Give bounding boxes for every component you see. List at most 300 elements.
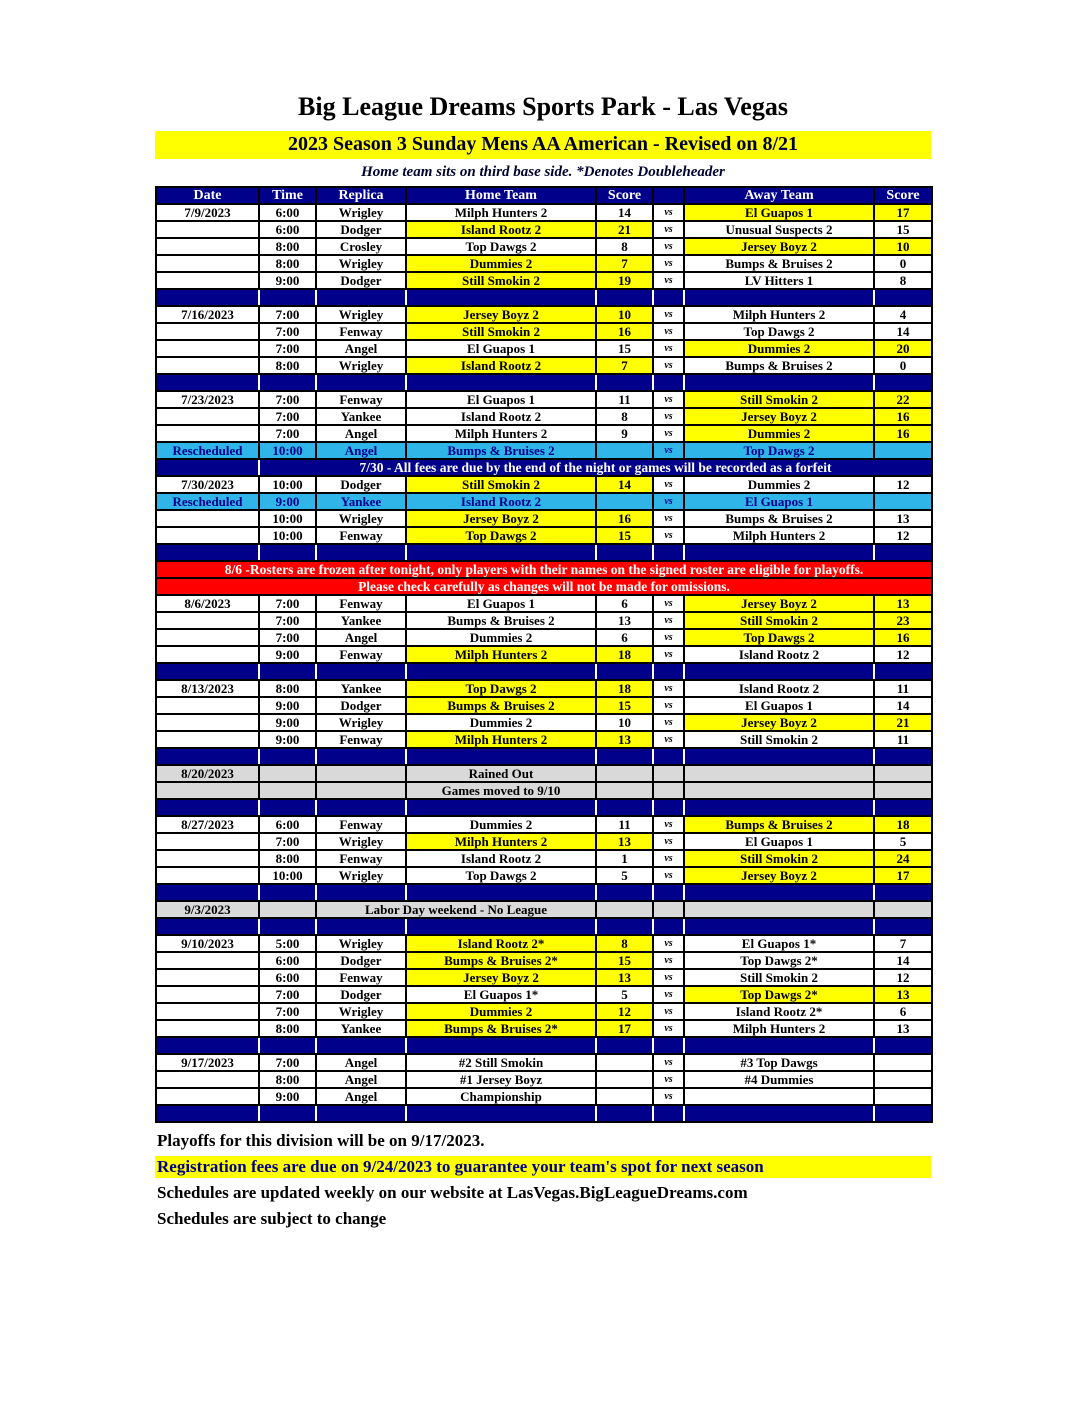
cell-home-team: Milph Hunters 2	[406, 833, 596, 850]
cell-replica: Wrigley	[316, 935, 406, 952]
cell-time: 9:00	[259, 1088, 316, 1105]
separator-cell	[259, 289, 316, 306]
cell-date	[156, 952, 259, 969]
separator-row	[156, 799, 932, 816]
cell-away-score	[874, 1071, 932, 1088]
notice-text: 8/6 -Rosters are frozen after tonight, only players with their names on the signed roster are eligible for playoffs.	[156, 561, 932, 578]
cell-date	[156, 714, 259, 731]
cell-time: 8:00	[259, 850, 316, 867]
cell-home-team: Island Rootz 2	[406, 850, 596, 867]
cell-date: 7/9/2023	[156, 204, 259, 221]
cell-date	[156, 782, 259, 799]
cell-away-score: 16	[874, 408, 932, 425]
separator-cell	[684, 799, 874, 816]
cell-home-team: Still Smokin 2	[406, 272, 596, 289]
cell-vs: vs	[653, 612, 684, 629]
cell-vs: vs	[653, 833, 684, 850]
game-row	[156, 357, 932, 374]
cell-home-team: Dummies 2	[406, 816, 596, 833]
cell-vs: vs	[653, 1003, 684, 1020]
separator-cell	[156, 1105, 259, 1122]
column-header: Time	[259, 187, 316, 204]
cell-replica: Yankee	[316, 680, 406, 697]
cell-away-score: 13	[874, 595, 932, 612]
cell-vs: vs	[653, 680, 684, 697]
cell-vs: vs	[653, 238, 684, 255]
cell-home-score	[596, 901, 653, 918]
cell-away-team: Top Dawgs 2	[684, 629, 874, 646]
cell-date: Rescheduled	[156, 493, 259, 510]
game-row	[156, 1088, 932, 1105]
cell-home-score	[596, 493, 653, 510]
cell-away-score: 0	[874, 255, 932, 272]
cell-time: 7:00	[259, 425, 316, 442]
separator-cell	[874, 663, 932, 680]
separator-cell	[684, 374, 874, 391]
cell-home-team: Bumps & Bruises 2	[406, 697, 596, 714]
cell-home-score: 11	[596, 391, 653, 408]
game-row	[156, 986, 932, 1003]
separator-cell	[596, 1037, 653, 1054]
cell-date	[156, 629, 259, 646]
cell-replica: Dodger	[316, 272, 406, 289]
cell-away-score: 12	[874, 969, 932, 986]
cell-vs: vs	[653, 221, 684, 238]
column-header: Replica	[316, 187, 406, 204]
cell-away-score: 20	[874, 340, 932, 357]
cell-vs: vs	[653, 510, 684, 527]
cell-time: 5:00	[259, 935, 316, 952]
separator-cell	[684, 884, 874, 901]
cell-time: 7:00	[259, 629, 316, 646]
separator-cell	[653, 884, 684, 901]
cell-time: 10:00	[259, 527, 316, 544]
cell-vs: vs	[653, 408, 684, 425]
cell-date	[156, 969, 259, 986]
cell-away-team: Dummies 2	[684, 425, 874, 442]
cell-date: 7/16/2023	[156, 306, 259, 323]
cell-time: 6:00	[259, 969, 316, 986]
column-header: Home Team	[406, 187, 596, 204]
cell-replica: Angel	[316, 442, 406, 459]
separator-cell	[406, 799, 596, 816]
separator-cell	[156, 748, 259, 765]
column-header: Date	[156, 187, 259, 204]
cell-home-team: #2 Still Smokin	[406, 1054, 596, 1071]
cell-away-team: Still Smokin 2	[684, 731, 874, 748]
game-row	[156, 272, 932, 289]
cell-date	[156, 731, 259, 748]
cell-home-score: 16	[596, 323, 653, 340]
footer-line: Schedules are subject to change	[157, 1209, 387, 1228]
cell-date	[156, 646, 259, 663]
cell-vs: vs	[653, 1020, 684, 1037]
separator-row	[156, 1105, 932, 1122]
game-row	[156, 680, 932, 697]
cell-home-team: Championship	[406, 1088, 596, 1105]
cell-away-team: Bumps & Bruises 2	[684, 510, 874, 527]
cell-away-score: 0	[874, 357, 932, 374]
cell-vs: vs	[653, 527, 684, 544]
separator-cell	[596, 799, 653, 816]
separator-cell	[874, 748, 932, 765]
cell-away-score: 24	[874, 850, 932, 867]
game-row	[156, 935, 932, 952]
separator-row	[156, 918, 932, 935]
game-row	[156, 612, 932, 629]
cell-date	[156, 527, 259, 544]
season-banner: 2023 Season 3 Sunday Mens AA American - Revised on 8/21	[155, 131, 931, 159]
cell-replica: Wrigley	[316, 833, 406, 850]
info-row	[156, 782, 932, 799]
cell-date	[156, 867, 259, 884]
cell-home-score: 15	[596, 952, 653, 969]
cell-time: 7:00	[259, 595, 316, 612]
cell-home-score: 8	[596, 238, 653, 255]
cell-away-team: #4 Dummies	[684, 1071, 874, 1088]
separator-cell	[653, 748, 684, 765]
cell-away-team: Still Smokin 2	[684, 850, 874, 867]
cell-time: 7:00	[259, 986, 316, 1003]
cell-replica: Dodger	[316, 697, 406, 714]
separator-cell	[259, 799, 316, 816]
cell-home-team: Dummies 2	[406, 629, 596, 646]
game-row	[156, 697, 932, 714]
game-row	[156, 731, 932, 748]
cell-replica: Angel	[316, 340, 406, 357]
cell-replica: Fenway	[316, 391, 406, 408]
cell-date	[156, 425, 259, 442]
column-header: Score	[874, 187, 932, 204]
game-row	[156, 340, 932, 357]
cell-vs: vs	[653, 204, 684, 221]
cell-away-team: Jersey Boyz 2	[684, 595, 874, 612]
fees-notice-row	[156, 459, 932, 476]
cell-home-score: 15	[596, 527, 653, 544]
separator-cell	[316, 884, 406, 901]
cell-home-score	[596, 782, 653, 799]
separator-cell	[406, 374, 596, 391]
cell-time: 8:00	[259, 680, 316, 697]
footer-line: Playoffs for this division will be on 9/17/2023.	[157, 1131, 485, 1150]
cell-away-score	[874, 1088, 932, 1105]
cell-away-team: Island Rootz 2*	[684, 1003, 874, 1020]
cell-time: 9:00	[259, 731, 316, 748]
cell-time: 8:00	[259, 1020, 316, 1037]
cell-away-team: Dummies 2	[684, 476, 874, 493]
cell-home-team: Dummies 2	[406, 1003, 596, 1020]
cell-home-team: Island Rootz 2	[406, 493, 596, 510]
cell-date	[156, 238, 259, 255]
separator-row	[156, 748, 932, 765]
cell-home-score: 15	[596, 697, 653, 714]
cell-away-team: Top Dawgs 2	[684, 323, 874, 340]
separator-cell	[684, 663, 874, 680]
separator-row	[156, 663, 932, 680]
cell-vs: vs	[653, 255, 684, 272]
cell-date: 8/13/2023	[156, 680, 259, 697]
separator-row	[156, 884, 932, 901]
cell-date	[156, 833, 259, 850]
cell-time: 7:00	[259, 833, 316, 850]
separator-cell	[874, 799, 932, 816]
cell-away-score: 21	[874, 714, 932, 731]
separator-cell	[874, 1037, 932, 1054]
info-row	[156, 765, 932, 782]
cell-away-score: 10	[874, 238, 932, 255]
cell-time: 6:00	[259, 816, 316, 833]
cell-away-team	[684, 1088, 874, 1105]
separator-cell	[259, 544, 316, 561]
cell-away-score: 15	[874, 221, 932, 238]
cell-home-team: El Guapos 1	[406, 391, 596, 408]
cell-away-team: Top Dawgs 2	[684, 442, 874, 459]
game-row	[156, 221, 932, 238]
cell-away-score: 13	[874, 510, 932, 527]
cell-vs: vs	[653, 323, 684, 340]
cell-away-score: 13	[874, 986, 932, 1003]
separator-cell	[406, 1037, 596, 1054]
cell-away-score: 12	[874, 646, 932, 663]
cell-away-score: 17	[874, 867, 932, 884]
cell-home-score: 8	[596, 408, 653, 425]
separator-row	[156, 289, 932, 306]
separator-cell	[874, 1105, 932, 1122]
cell-replica: Fenway	[316, 595, 406, 612]
cell-vs: vs	[653, 595, 684, 612]
game-row	[156, 425, 932, 442]
cell-time: 9:00	[259, 646, 316, 663]
cell-vs: vs	[653, 493, 684, 510]
cell-home-team: #1 Jersey Boyz	[406, 1071, 596, 1088]
cell-away-team: LV Hitters 1	[684, 272, 874, 289]
column-header	[653, 187, 684, 204]
cell-away-score: 12	[874, 476, 932, 493]
rescheduled-game-row	[156, 442, 932, 459]
cell-away-team	[684, 901, 874, 918]
cell-time: 10:00	[259, 510, 316, 527]
separator-cell	[874, 918, 932, 935]
cell-date	[156, 510, 259, 527]
cell-away-score: 17	[874, 204, 932, 221]
cell-home-score: 12	[596, 1003, 653, 1020]
cell-vs: vs	[653, 969, 684, 986]
cell-vs: vs	[653, 476, 684, 493]
game-row	[156, 850, 932, 867]
cell-home-score: 13	[596, 731, 653, 748]
cell-vs	[653, 765, 684, 782]
cell-away-team: Top Dawgs 2*	[684, 952, 874, 969]
cell-away-score: 22	[874, 391, 932, 408]
cell-date	[156, 408, 259, 425]
cell-home-team: Jersey Boyz 2	[406, 306, 596, 323]
cell-time: 7:00	[259, 612, 316, 629]
cell-away-team: El Guapos 1	[684, 697, 874, 714]
schedule-table	[155, 186, 933, 1123]
cell-away-score	[874, 765, 932, 782]
cell-time: 6:00	[259, 204, 316, 221]
cell-away-team: #3 Top Dawgs	[684, 1054, 874, 1071]
cell-replica: Wrigley	[316, 1003, 406, 1020]
separator-cell	[596, 748, 653, 765]
cell-time: 6:00	[259, 221, 316, 238]
cell-away-score: 8	[874, 272, 932, 289]
separator-cell	[596, 884, 653, 901]
cell-away-score: 16	[874, 629, 932, 646]
info-text: Rained Out	[406, 765, 596, 782]
cell-date	[156, 697, 259, 714]
cell-replica: Wrigley	[316, 255, 406, 272]
cell-vs: vs	[653, 629, 684, 646]
cell-home-score: 13	[596, 833, 653, 850]
cell-home-score: 9	[596, 425, 653, 442]
cell-home-team: Island Rootz 2*	[406, 935, 596, 952]
separator-cell	[874, 289, 932, 306]
cell-home-team: Milph Hunters 2	[406, 204, 596, 221]
cell-time: 10:00	[259, 867, 316, 884]
cell-date	[156, 323, 259, 340]
cell-home-team: Still Smokin 2	[406, 323, 596, 340]
separator-cell	[874, 544, 932, 561]
cell-home-team: Bumps & Bruises 2	[406, 612, 596, 629]
separator-cell	[684, 544, 874, 561]
cell-away-score: 14	[874, 323, 932, 340]
cell-home-score	[596, 1054, 653, 1071]
cell-home-score: 7	[596, 357, 653, 374]
cell-date: 7/23/2023	[156, 391, 259, 408]
cell-away-team: El Guapos 1	[684, 204, 874, 221]
cell-away-team: Island Rootz 2	[684, 646, 874, 663]
cell-time: 7:00	[259, 340, 316, 357]
game-row	[156, 306, 932, 323]
cell-vs: vs	[653, 1088, 684, 1105]
game-row	[156, 238, 932, 255]
separator-cell	[156, 884, 259, 901]
cell-away-score: 6	[874, 1003, 932, 1020]
separator-cell	[406, 884, 596, 901]
cell-home-team: Milph Hunters 2	[406, 425, 596, 442]
separator-cell	[596, 544, 653, 561]
notice-text: Please check carefully as changes will not be made for omissions.	[156, 578, 932, 595]
cell-away-score	[874, 901, 932, 918]
footer	[155, 1130, 931, 1230]
cell-replica	[316, 782, 406, 799]
cell-home-score: 21	[596, 221, 653, 238]
cell-replica: Wrigley	[316, 306, 406, 323]
cell-home-team: Dummies 2	[406, 255, 596, 272]
cell-replica: Wrigley	[316, 867, 406, 884]
cell-vs: vs	[653, 935, 684, 952]
separator-cell	[156, 799, 259, 816]
cell-replica: Fenway	[316, 850, 406, 867]
cell-date: 8/6/2023	[156, 595, 259, 612]
cell-away-team: El Guapos 1	[684, 833, 874, 850]
cell-home-score: 17	[596, 1020, 653, 1037]
cell-home-score: 13	[596, 612, 653, 629]
separator-cell	[653, 544, 684, 561]
separator-cell	[316, 748, 406, 765]
cell-date: 9/10/2023	[156, 935, 259, 952]
cell-away-team: Dummies 2	[684, 340, 874, 357]
separator-cell	[684, 1105, 874, 1122]
cell-away-team: Still Smokin 2	[684, 612, 874, 629]
separator-cell	[156, 1037, 259, 1054]
cell-home-team: El Guapos 1	[406, 595, 596, 612]
cell-date	[156, 340, 259, 357]
cell-home-score: 18	[596, 646, 653, 663]
separator-cell	[259, 884, 316, 901]
cell-home-score: 14	[596, 476, 653, 493]
cell-home-team: Top Dawgs 2	[406, 238, 596, 255]
cell-home-score: 13	[596, 969, 653, 986]
separator-cell	[596, 663, 653, 680]
page-title: Big League Dreams Sports Park - Las Vegas	[298, 92, 788, 121]
cell-home-score: 19	[596, 272, 653, 289]
separator-cell	[596, 1105, 653, 1122]
cell-time: 8:00	[259, 255, 316, 272]
cell-away-team: Top Dawgs 2*	[684, 986, 874, 1003]
game-row	[156, 629, 932, 646]
cell-home-team: Top Dawgs 2	[406, 867, 596, 884]
cell-home-score: 5	[596, 986, 653, 1003]
cell-away-team: Milph Hunters 2	[684, 527, 874, 544]
cell-vs: vs	[653, 850, 684, 867]
cell-vs: vs	[653, 646, 684, 663]
cell-vs	[653, 901, 684, 918]
separator-cell	[316, 663, 406, 680]
separator-cell	[684, 1037, 874, 1054]
separator-cell	[156, 663, 259, 680]
separator-cell	[653, 799, 684, 816]
separator-cell	[596, 289, 653, 306]
separator-cell	[874, 374, 932, 391]
cell-home-team: Bumps & Bruises 2*	[406, 1020, 596, 1037]
separator-cell	[259, 1037, 316, 1054]
cell-away-score: 14	[874, 697, 932, 714]
cell-home-score: 16	[596, 510, 653, 527]
cell-home-team: Jersey Boyz 2	[406, 510, 596, 527]
cell-time: 8:00	[259, 357, 316, 374]
cell-date	[156, 1003, 259, 1020]
cell-time: 6:00	[259, 952, 316, 969]
separator-cell	[259, 663, 316, 680]
cell-vs: vs	[653, 731, 684, 748]
separator-cell	[156, 544, 259, 561]
cell-replica: Fenway	[316, 527, 406, 544]
separator-cell	[406, 1105, 596, 1122]
cell-time: 10:00	[259, 476, 316, 493]
cell-away-score: 11	[874, 731, 932, 748]
cell-vs: vs	[653, 272, 684, 289]
cell-date	[156, 272, 259, 289]
cell-replica: Angel	[316, 1088, 406, 1105]
game-row	[156, 1071, 932, 1088]
game-row	[156, 323, 932, 340]
game-row	[156, 408, 932, 425]
game-row	[156, 1054, 932, 1071]
cell-vs: vs	[653, 425, 684, 442]
separator-cell	[684, 289, 874, 306]
separator-cell	[259, 918, 316, 935]
cell-home-score: 6	[596, 629, 653, 646]
cell-time	[259, 901, 316, 918]
cell-replica: Fenway	[316, 323, 406, 340]
cell-away-team	[684, 765, 874, 782]
game-row	[156, 714, 932, 731]
cell-date: 9/3/2023	[156, 901, 259, 918]
cell-away-team: Bumps & Bruises 2	[684, 816, 874, 833]
cell-date: Rescheduled	[156, 442, 259, 459]
